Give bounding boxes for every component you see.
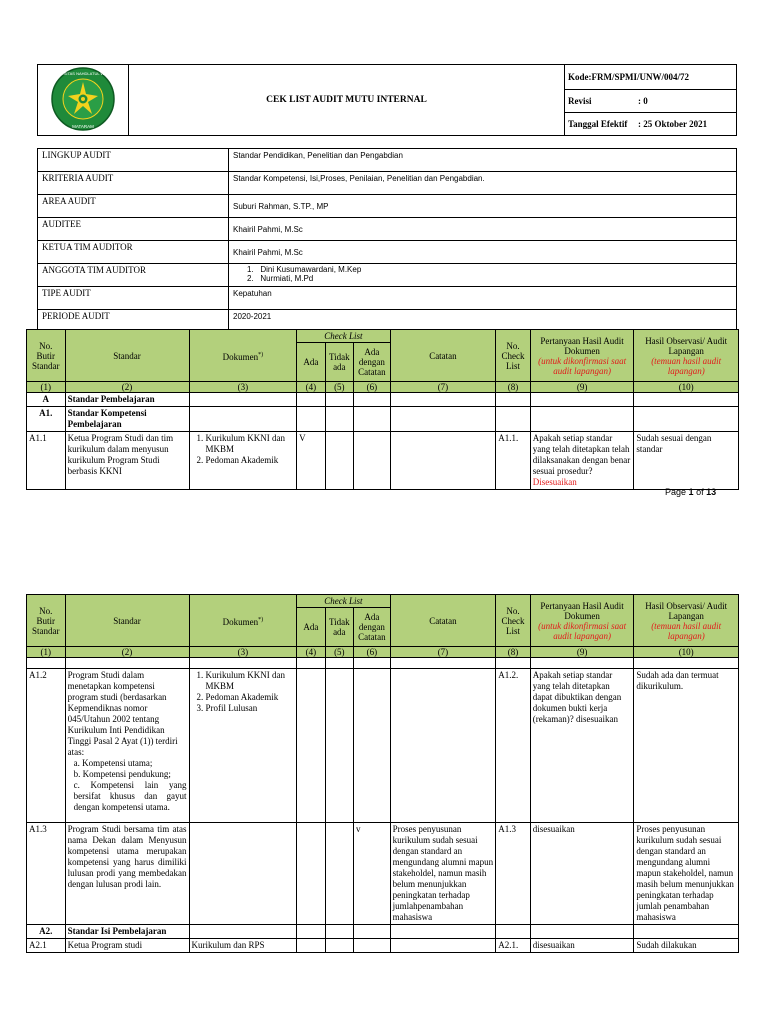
info-value: Standar Pendidikan, Penelitian dan Pengabdian: [229, 149, 737, 172]
col-standar: Standar: [65, 330, 189, 382]
col-ada: Ada: [297, 608, 325, 647]
info-value: Suburi Rahman, S.TP., MP: [229, 195, 737, 218]
col-no-butir: No. Butir Standar: [27, 330, 66, 382]
info-label: KRITERIA AUDIT: [38, 172, 229, 195]
col-hasil: Hasil Observasi/ Audit Lapangan (temuan hasil audit lapangan): [634, 595, 739, 647]
info-label: KETUA TIM AUDITOR: [38, 241, 229, 264]
spacer-row: [27, 658, 739, 669]
info-value: Khairil Pahmi, M.Sc: [229, 218, 737, 241]
col-standar: Standar: [65, 595, 189, 647]
header-row: [27, 330, 739, 343]
col-pertanyaan: Pertanyaan Hasil Audit Dokumen (untuk dikonfirmasi saat audit lapangan): [530, 330, 634, 382]
col-tidak-ada: Tidak ada: [325, 343, 353, 382]
col-check-list: Check List: [297, 595, 390, 608]
table-row: A1.3 Program Studi bersama tim atas nama Dekan dalam Menyusun kompetensi utama merupakan kompetensi yang harus dimiliki lulusan prodi yang membedakan dengan lulusan prodi lain. v Proses penyusunan kurikulum sudah sesuai dengan standard an mengundang alumni mapun stakeholdel, namun masih belum menunjukkan peningkatan terhadap jumlahpenambahan mahasiswa A1.3 disesuaikan Proses penyusunan kurikulum sudah sesuai dengan standard an mengundang alumni mapun stakeholdel, namun masih belum menunjukkan peningkatan terhadap jumlah penambahan mahasiswa: [27, 823, 739, 925]
col-hasil: Hasil Observasi/ Audit Lapangan (temuan hasil audit lapangan): [634, 330, 739, 382]
logo-top-text: UNIVERSITAS NAHDLATUL WATHAN: [48, 70, 118, 76]
info-row: [38, 172, 737, 195]
col-no-butir: No. Butir Standar: [27, 595, 66, 647]
col-no-check: No. Check List: [496, 595, 531, 647]
col-tidak-ada: Tidak ada: [325, 608, 353, 647]
kode-cell: Kode:FRM/SPMI/UNW/004/72: [565, 65, 737, 90]
anggota-1: 1. Dini Kusumawardani, M.Kep: [247, 265, 362, 274]
tanggal-value: : 25 Oktober 2021: [638, 118, 708, 129]
document-title: CEK LIST AUDIT MUTU INTERNAL: [129, 65, 565, 136]
col-ada: Ada: [297, 343, 325, 382]
revisi-value: : 0: [638, 95, 648, 106]
col-catatan: Catatan: [390, 595, 496, 647]
document-header: [37, 64, 737, 136]
logo-bottom-text: MATARAM: [72, 123, 94, 129]
info-value: Khairil Pahmi, M.Sc: [229, 241, 737, 264]
table-row: A1.2 Program Studi dalam menetapkan kompetensi program studi (berdasarkan Kepmendiknas nomor 045/Utahun 2002 tentang Kurikulum Inti Pendidikan Tinggi Pasal 2 Ayat (1)) terdiri atas: a. Kompetensi utama; b. Kompetensi pendukung; c. Kompetensi lain yang bersifat khusus dan gayut dengan kompetensi utama. 1. Kurikulum KKNI dan MKBM 2. Pedoman Akademik 3. Profil Lulusan A1.2. Apakah setiap standar yang telah ditetapkan dapat dibuktikan dengan dokumen bukti kerja (rekaman)? disesuaikan Sudah ada dan termuat dikurikulum.: [27, 669, 739, 823]
col-catatan: Catatan: [390, 330, 496, 382]
info-label: PERIODE AUDIT: [38, 310, 229, 333]
section-row: A Standar Pembelajaran: [27, 393, 739, 407]
number-row: (1) (2) (3) (4) (5) (6) (7) (8) (9) (10): [27, 382, 739, 393]
info-row: [38, 287, 737, 310]
info-label: LINGKUP AUDIT: [38, 149, 229, 172]
checklist-table-page1: [26, 329, 739, 490]
info-row: [38, 241, 737, 264]
info-row: [38, 149, 737, 172]
logo-cell: [38, 65, 129, 136]
revisi-cell: [565, 90, 737, 113]
col-ada-catatan: Ada dengan Catatan: [354, 343, 391, 382]
info-row: [38, 218, 737, 241]
tanggal-cell: [565, 113, 737, 136]
table-row: A1.1 Ketua Program Studi dan tim kurikulum dalam menyusun kurikulum Program Studi berbasis KKNI 1. Kurikulum KKNI dan MKBM 2. Pedoman Akademik V A1.1. Apakah setiap standar yang telah ditetapkan telah dilaksanakan dengan benar sesuai prosedur? Disesuaikan Sudah sesuai dengan standar: [27, 432, 739, 490]
col-pertanyaan: Pertanyaan Hasil Audit Dokumen (untuk dikonfirmasi saat audit lapangan): [530, 595, 634, 647]
col-dokumen: Dokumen*): [189, 595, 297, 647]
header-row: [27, 595, 739, 608]
col-ada-catatan: Ada dengan Catatan: [354, 608, 391, 647]
info-row: [38, 195, 737, 218]
info-label: ANGGOTA TIM AUDITOR: [38, 264, 229, 287]
info-label: AUDITEE: [38, 218, 229, 241]
section-row: A1. Standar Kompetensi Pembelajaran: [27, 407, 739, 432]
col-no-check: No. Check List: [496, 330, 531, 382]
table-row: A2.1 Ketua Program studi Kurikulum dan RPS A2.1. disesuaikan Sudah dilakukan: [27, 939, 739, 953]
info-value: Standar Kompetensi, Isi,Proses, Penilaian, Penelitian dan Pengabdian.: [229, 172, 737, 195]
info-value: Kepatuhan: [229, 287, 737, 310]
university-logo: [40, 66, 126, 132]
info-value-list: [229, 264, 737, 287]
info-label: TIPE AUDIT: [38, 287, 229, 310]
info-row: [38, 264, 737, 287]
info-value: 2020-2021: [229, 310, 737, 333]
page-number: Page 1 of 13: [665, 487, 717, 497]
audit-info-table: [37, 148, 737, 333]
checklist-table-page2: [26, 594, 739, 953]
number-row: (1) (2) (3) (4) (5) (6) (7) (8) (9) (10): [27, 647, 739, 658]
col-check-list: Check List: [297, 330, 390, 343]
section-row: A2. Standar Isi Pembelajaran: [27, 925, 739, 939]
info-label: AREA AUDIT: [38, 195, 229, 218]
revisi-label: Revisi: [568, 95, 592, 106]
anggota-2: 2. Nurmiati, M.Pd: [247, 274, 314, 283]
col-dokumen: Dokumen*): [189, 330, 297, 382]
tanggal-label: Tanggal Efektif: [568, 118, 628, 129]
